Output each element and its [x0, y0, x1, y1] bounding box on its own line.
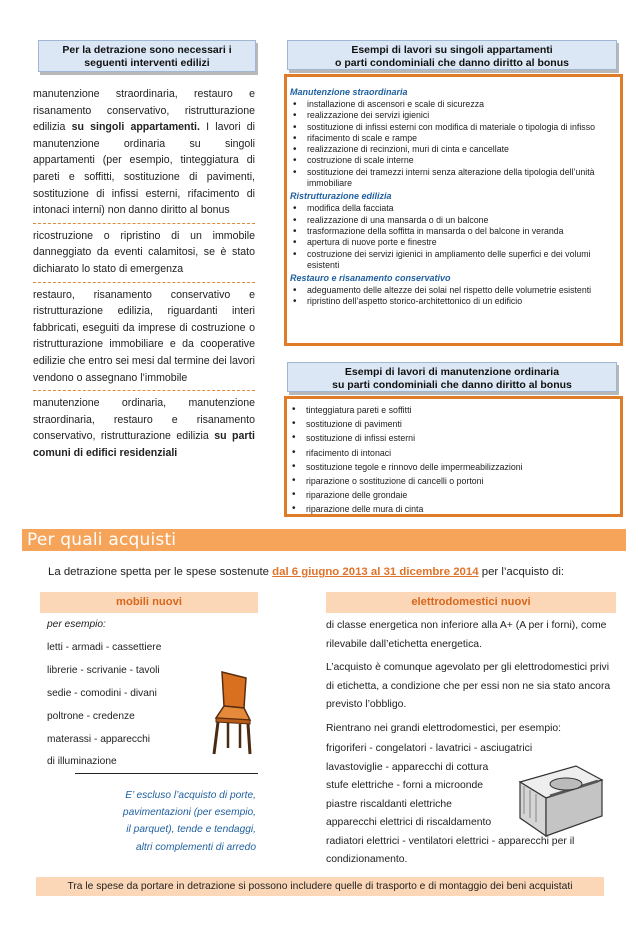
mobili-header-text: mobili nuovi — [116, 596, 182, 608]
section-list — [287, 285, 620, 308]
intro-text-end: per l’acquisto di: — [478, 566, 565, 578]
elettro-p1: di classe energetica non inferiore alla A+ (A per i forni), come rilevabile dall’etichetta energetica. — [326, 620, 607, 650]
list-item: • tinteggiatura pareti e soffitti — [304, 403, 620, 417]
list-item: • sostituzione tegole e rinnovo delle impermeabilizzazioni — [304, 460, 620, 474]
right-bottom-header-line1: Esempi di lavori di manutenzione ordinaria — [344, 366, 560, 378]
divider — [33, 390, 255, 391]
elettro-p3: Rientrano nei grandi elettrodomestici, per esempio: — [326, 722, 562, 734]
list-item: • rifacimento di scale e rampe — [305, 133, 620, 144]
list-item: • sostituzione dei tramezzi interni senza alterazione della tipologia dell’unità immobiliare — [305, 167, 620, 190]
right-top-header-line1: Esempi di lavori su singoli appartamenti — [351, 44, 553, 56]
mobili-example-label: per esempio: — [47, 619, 106, 630]
mobili-note — [80, 787, 256, 856]
list-item: • realizzazione di una mansarda o di un balcone — [305, 215, 620, 226]
list-item: • costruzione dei servizi igienici in ampliamento delle superfici e dei volumi esistenti — [305, 249, 620, 272]
acquisti-title: Per quali acquisti — [27, 530, 177, 550]
note-line: E’ escluso l’acquisto di porte, — [125, 790, 256, 801]
section-list — [287, 203, 620, 271]
elettro-line: apparecchi elettrici di riscaldamento — [326, 817, 492, 828]
right-bottom-header — [287, 362, 617, 392]
mobili-header — [40, 592, 258, 613]
section-list — [287, 99, 620, 189]
left-block-2: ricostruzione o ripristino di un immobile danneggiato da eventi calamitosi, se è stato dichiarato lo stato di emergenza — [33, 229, 255, 275]
elettro-line: stufe elettriche - forni a microonde — [326, 780, 484, 791]
mobili-item: poltrone - credenze — [47, 711, 135, 722]
section-title: Manutenzione straordinaria — [290, 87, 408, 97]
mobili-item: sedie - comodini - divani — [47, 688, 157, 699]
list-item: • sostituzione di pavimenti — [304, 417, 620, 431]
list-item: • rifacimento di intonaci — [304, 446, 620, 460]
note-line: altri complementi di arredo — [135, 841, 256, 853]
intro-text: La detrazione spetta per le spese sostenute — [48, 566, 273, 578]
list-item: • modifica della facciata — [305, 203, 620, 214]
elettro-p2: L’acquisto è comunque agevolato per gli elettrodomestici privi di etichetta, a condizione che per essi non ne sia stato ancora previsto l’obbligo. — [326, 662, 611, 710]
elettro-header-text: elettrodomestici nuovi — [411, 596, 531, 608]
list-item: • costruzione di scale interne — [305, 155, 620, 166]
list-item: • installazione di ascensori e scale di sicurezza — [305, 99, 620, 110]
list-item: • ripristino dell’aspetto storico-architettonico di un edificio — [305, 296, 620, 307]
divider — [33, 223, 255, 224]
mobili-item: di illuminazione — [47, 756, 117, 767]
list-item: • sostituzione di infissi esterni con modifica di materiale o tipologia di infisso — [305, 122, 620, 133]
mobili-item: materassi - apparecchi — [47, 734, 151, 745]
straordinaria-box — [284, 74, 623, 346]
note-divider — [75, 773, 258, 774]
list-item: • adeguamento delle altezze dei solai nel rispetto delle volumetrie esistenti — [305, 285, 620, 296]
mobili-item: letti - armadi - cassettiere — [47, 642, 162, 653]
list-item: • realizzazione dei servizi igienici — [305, 110, 620, 121]
elettro-line: lavastoviglie - apparecchi di cottura — [326, 761, 489, 773]
elettro-line: radiatori elettrici - ventilatori elettrici - apparecchi per il condizionamento. — [326, 835, 575, 865]
left-block-4: manutenzione ordinaria, manutenzione straordinaria, restauro e risanamento conservativo, ristrutturazione edilizia su parti comuni di edifici residenziali — [33, 397, 255, 459]
right-top-header — [287, 40, 617, 70]
chair-icon — [200, 668, 262, 758]
elettro-header — [326, 592, 616, 613]
list-item: • realizzazione di recinzioni, muri di cinta e cancellate — [305, 144, 620, 155]
washing-machine-icon — [510, 756, 606, 840]
list-item: • riparazione delle mura di cinta — [304, 502, 620, 516]
left-column — [33, 86, 255, 461]
list-item: • riparazione o sostituzione di cancelli o portoni — [304, 474, 620, 488]
acquisti-band — [22, 529, 626, 551]
note-line: il parquet), tende e tendaggi, — [126, 824, 256, 836]
divider — [33, 282, 255, 283]
list-item: • riparazione delle grondaie — [304, 488, 620, 502]
mobili-item: librerie - scrivanie - tavoli — [47, 665, 160, 676]
note-line: pavimentazioni (per esempio, — [122, 807, 256, 819]
left-block-1: manutenzione straordinaria, restauro e risanamento conservativo, ristrutturazione edilizia su singoli appartamenti. I lavori di manutenzione ordinaria su singoli appartamenti (per esempio, tinteggiatura di pareti e soffitti, sostituzione di pavimenti, sostituzione di infissi esterni, rifacimento di intonaci interni) non danno diritto al bonus — [33, 88, 255, 217]
list-item: • sostituzione di infissi esterni — [304, 431, 620, 445]
elettro-line: piastre riscaldanti elettriche — [326, 798, 452, 810]
footer-text: Tra le spese da portare in detrazione si possono includere quelle di trasporto e di montaggio dei beni acquistati — [67, 881, 573, 892]
ordinaria-box — [284, 396, 623, 517]
intro-date: dal 6 giugno 2013 al 31 dicembre 2014 — [272, 566, 479, 578]
ordinaria-list — [287, 403, 620, 517]
list-item: • apertura di nuove porte e finestre — [305, 237, 620, 248]
section-title: Restauro e risanamento conservativo — [290, 273, 451, 284]
list-item: • trasformazione della soffitta in mansarda o del balcone in veranda — [305, 226, 620, 237]
footer-note — [36, 877, 604, 896]
left-header-text: Per la detrazione sono necessari i seguenti interventi edilizi — [62, 44, 232, 69]
right-bottom-header-line2: su parti condominiali che danno diritto al bonus — [332, 379, 572, 391]
left-block-3: restauro, risanamento conservativo e ristrutturazione edilizia, riguardanti interi fabbricati, eseguiti da imprese di costruzione o ristrutturazione immobiliare e da cooperative edilizie che entro sei mesi dal termine dei lavori vendono o assegnano l’immobile — [33, 288, 255, 384]
section-title: Ristrutturazione edilizia — [290, 191, 392, 202]
elettro-line: frigoriferi - congelatori - lavatrici - asciugatrici — [326, 743, 533, 754]
right-top-header-line2: o parti condominiali che danno diritto al bonus — [335, 57, 569, 69]
acquisti-intro — [48, 566, 628, 578]
left-header — [38, 40, 256, 72]
